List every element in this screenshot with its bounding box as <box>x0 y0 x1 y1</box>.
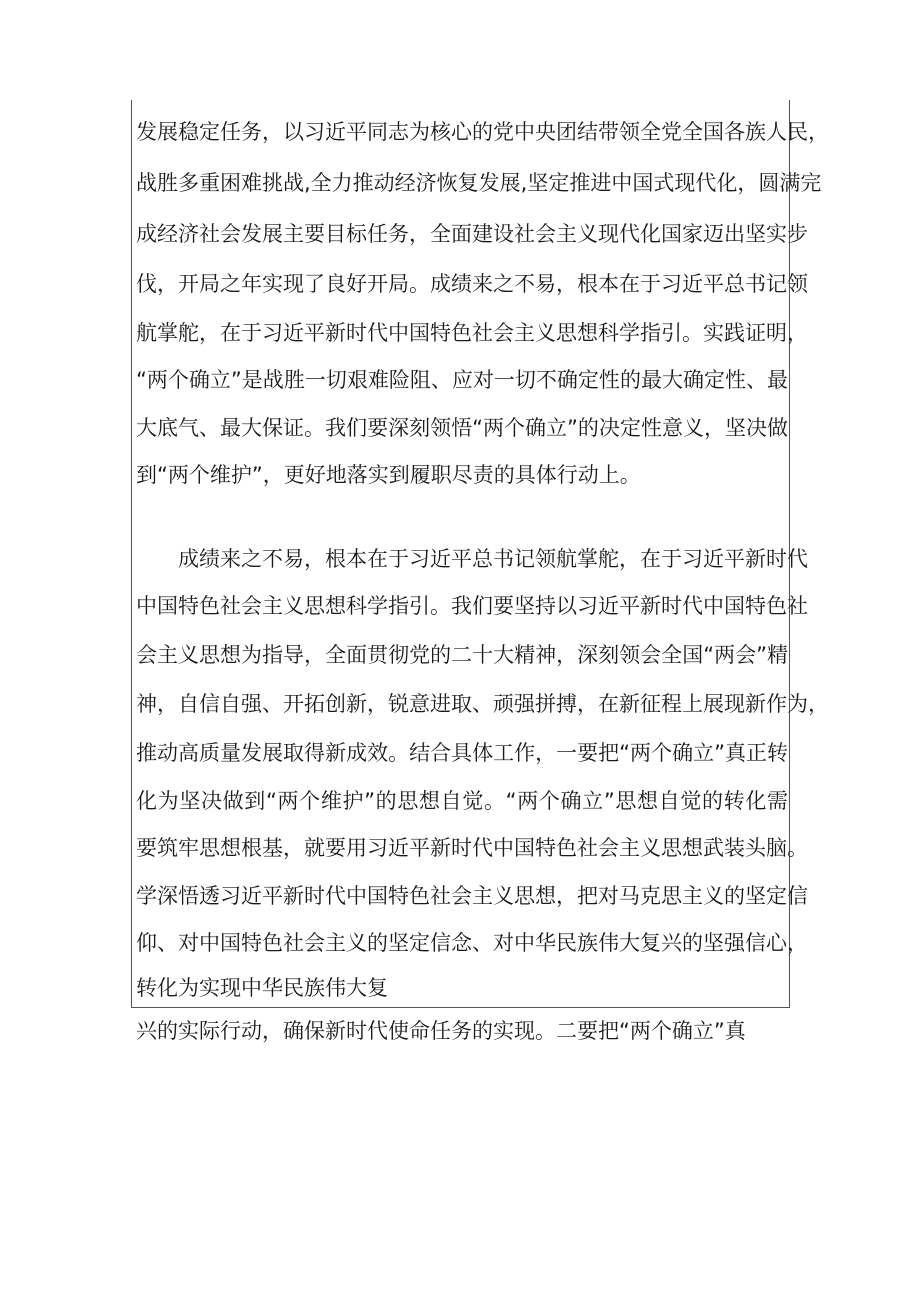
paragraph-2-line: 化为坚决做到“两个维护”的思想自觉。“两个确立”思想自觉的转化需 <box>136 789 788 813</box>
paragraph-1-line: 发展稳定任务，以习近平同志为核心的党中央团结带领全党全国各族人民， <box>136 120 829 144</box>
paragraph-2-line: 中国特色社会主义思想科学指引。我们要坚持以习近平新时代中国特色社 <box>136 594 808 618</box>
paragraph-2-line: 神，自信自强、开拓创新，锐意进取、顽强拼搏，在新征程上展现新作为， <box>136 692 829 716</box>
paragraph-1-line: 大底气、最大保证。我们要深刻领悟“两个确立”的决定性意义，坚决做 <box>136 416 788 440</box>
paragraph-1-line: “两个确立”是战胜一切艰难险阻、应对一切不确定性的最大确定性、最 <box>136 368 788 392</box>
paragraph-2-line: 学深悟透习近平新时代中国特色社会主义思想，把对马克思主义的坚定信 <box>136 884 808 908</box>
paragraph-2-line: 会主义思想为指导，全面贯彻党的二十大精神，深刻领会全国“两会”精 <box>136 643 788 667</box>
paragraph-2-line: 推动高质量发展取得新成效。结合具体工作，一要把“两个确立”真正转 <box>136 741 788 765</box>
paragraph-2-line: 成绩来之不易，根本在于习近平总书记领航掌舵，在于习近平新时代 <box>178 547 808 571</box>
paragraph-1-line: 战胜多重困难挑战,全力推动经济恢复发展,坚定推进中国式现代化，圆满完 <box>136 171 822 195</box>
continuation-line: 兴的实际行动，确保新时代使命任务的实现。二要把“两个确立”真 <box>136 1019 746 1043</box>
paragraph-1-line: 成经济社会发展主要目标任务，全面建设社会主义现代化国家迈出坚实步 <box>136 222 808 246</box>
paragraph-1-line: 伐，开局之年实现了良好开局。成绩来之不易，根本在于习近平总书记领 <box>136 272 808 296</box>
paragraph-2-line: 转化为实现中华民族伟大复 <box>136 976 388 1000</box>
paragraph-2-line: 仰、对中国特色社会主义的坚定信念、对中华民族伟大复兴的坚强信心， <box>136 931 808 955</box>
paragraph-1-line: 到“两个维护”，更好地落实到履职尽责的具体行动上。 <box>136 463 641 487</box>
paragraph-2-line: 要筑牢思想根基，就要用习近平新时代中国特色社会主义思想武装头脑。 <box>136 836 808 860</box>
paragraph-1-line: 航掌舵，在于习近平新时代中国特色社会主义思想科学指引。实践证明， <box>136 321 808 345</box>
